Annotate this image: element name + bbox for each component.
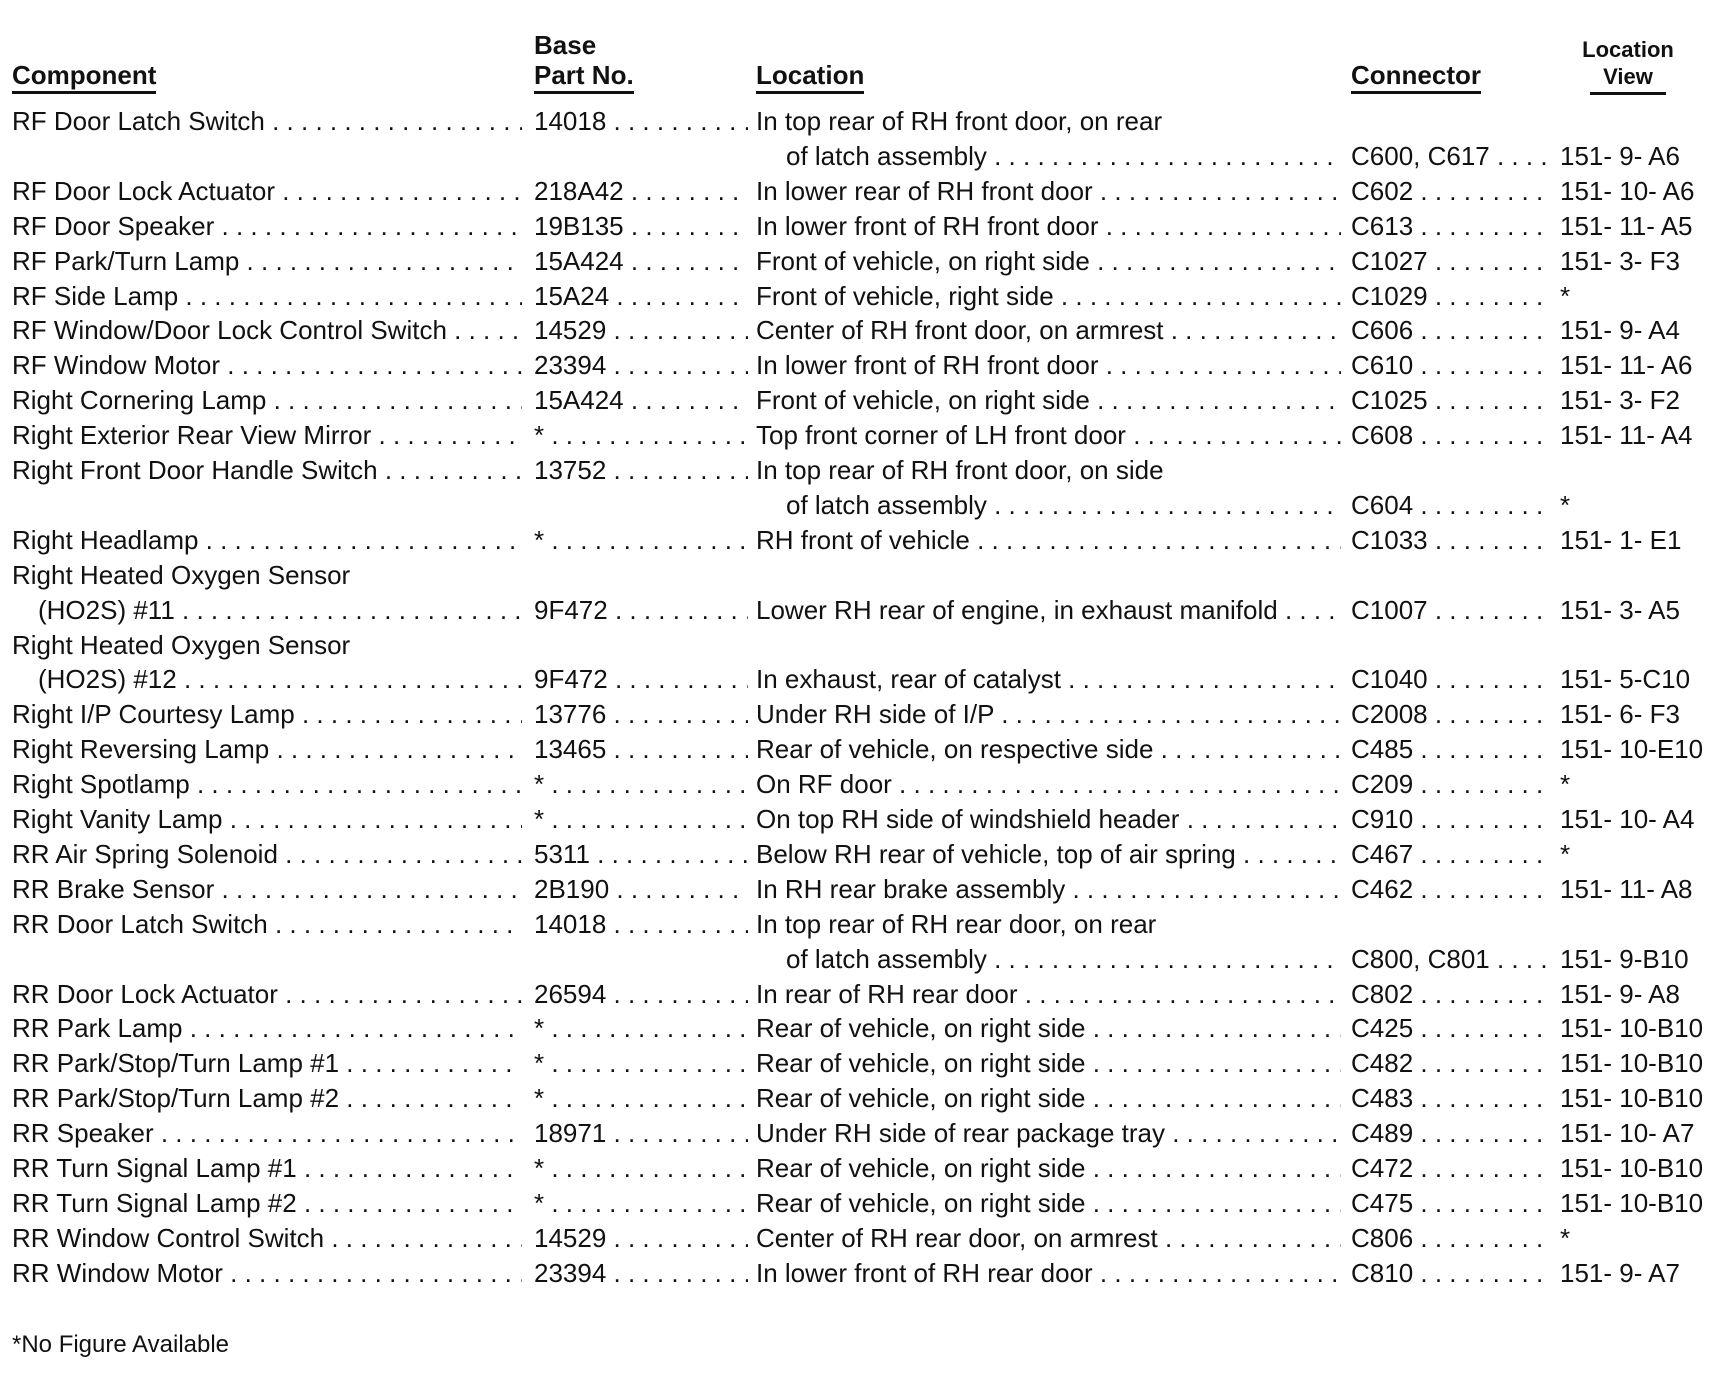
part-number-cell: 9F472 . . . xyxy=(534,593,748,627)
connector-cell: C802 . . . xyxy=(1351,977,1546,1011)
location-cell: Rear of vehicle, on right side . . . xyxy=(756,1011,1341,1045)
table-row xyxy=(0,453,1720,487)
part-number-cell: 13752 . . . xyxy=(534,453,748,487)
table-row xyxy=(0,977,1720,1011)
location-cell: Rear of vehicle, on right side . . . xyxy=(756,1186,1341,1220)
table-row xyxy=(0,1186,1720,1220)
location-cell xyxy=(756,558,1341,592)
location-view-cell: 151- 10-B10 xyxy=(1560,1048,1704,1079)
connector-cell: C472 . . . xyxy=(1351,1151,1546,1185)
component-cell: (HO2S) #11 . . . xyxy=(12,593,522,627)
location-cell: Front of vehicle, on right side . . . xyxy=(756,383,1341,417)
component-cell: RR Park/Stop/Turn Lamp #2 . . . xyxy=(12,1081,522,1115)
footnote: *No Figure Available xyxy=(12,1331,230,1358)
location-view-cell: 151- 10-B10 xyxy=(1560,1083,1704,1114)
connector-cell: C806 . . . xyxy=(1351,1221,1546,1255)
connector-cell: C613 . . . xyxy=(1351,209,1546,243)
part-number-cell: 14529 . . . xyxy=(534,1221,748,1255)
table-row xyxy=(0,558,1720,592)
table-row xyxy=(0,802,1720,836)
location-cell: In top rear of RH rear door, on rear xyxy=(756,908,1157,939)
table-row xyxy=(0,523,1720,557)
component-cell: Right Vanity Lamp . . . xyxy=(12,802,522,836)
part-number-cell xyxy=(534,139,748,173)
location-cell: In RH rear brake assembly . . . xyxy=(756,872,1341,906)
connector-cell xyxy=(1351,628,1546,662)
table-row xyxy=(0,313,1720,347)
component-cell: RF Park/Turn Lamp . . . xyxy=(12,244,522,278)
table-row xyxy=(0,1221,1720,1255)
location-view-cell: 151- 9-B10 xyxy=(1560,943,1689,974)
component-cell: RR Window Control Switch . . . xyxy=(12,1221,522,1255)
location-view-cell xyxy=(1560,453,1720,487)
table-row xyxy=(0,1046,1720,1080)
header-part-top: Base xyxy=(534,30,597,60)
connector-cell: C209 . . . xyxy=(1351,767,1546,801)
header-view-bottom: View xyxy=(1590,63,1666,95)
table-row xyxy=(0,942,1720,976)
connector-cell: C800, C801 . . . xyxy=(1351,942,1546,976)
part-number-cell: 13776 . . . xyxy=(534,697,748,731)
component-cell: RR Door Lock Actuator . . . xyxy=(12,977,522,1011)
location-cell: RH front of vehicle . . . xyxy=(756,523,1341,557)
connector-cell: C462 . . . xyxy=(1351,872,1546,906)
table-row xyxy=(0,488,1720,522)
part-number-cell: * . . . xyxy=(534,418,748,452)
part-number-cell xyxy=(534,488,748,522)
location-view-cell: 151- 10-B10 xyxy=(1560,1187,1704,1218)
part-number-cell: 23394 . . . xyxy=(534,1256,748,1290)
location-view-cell: 151- 10-B10 xyxy=(1560,1013,1704,1044)
connector-cell: C1027 . . . xyxy=(1351,244,1546,278)
connector-cell: C1007 . . . xyxy=(1351,593,1546,627)
table-row xyxy=(0,837,1720,871)
part-number-cell: * . . . xyxy=(534,1081,748,1115)
table-row xyxy=(0,348,1720,382)
location-view-cell: * xyxy=(1560,838,1571,869)
part-number-cell: * . . . xyxy=(534,1186,748,1220)
table-row xyxy=(0,628,1720,662)
location-view-cell: 151- 10- A4 xyxy=(1560,804,1695,834)
location-cell: Front of vehicle, on right side . . . xyxy=(756,244,1341,278)
connector-cell: C1025 . . . xyxy=(1351,383,1546,417)
location-cell: Under RH side of I/P . . . xyxy=(756,697,1341,731)
component-cell: RF Side Lamp . . . xyxy=(12,279,522,313)
table-row xyxy=(0,1151,1720,1185)
header-connector: Connector xyxy=(1351,60,1481,94)
connector-cell xyxy=(1351,453,1546,487)
location-view-cell: 151- 10-E10 xyxy=(1560,734,1704,765)
component-cell: RR Window Motor . . . xyxy=(12,1256,522,1290)
location-view-cell: 151- 10- A6 xyxy=(1560,175,1695,206)
part-number-cell: 26594 . . . xyxy=(534,977,748,1011)
location-view-cell xyxy=(1560,907,1720,941)
table-row xyxy=(0,279,1720,313)
table-row xyxy=(0,209,1720,243)
location-cell: In lower front of RH front door . . . xyxy=(756,348,1341,382)
part-number-cell: 218A42 . . . xyxy=(534,174,748,208)
table-row xyxy=(0,1116,1720,1150)
table-row xyxy=(0,1011,1720,1045)
location-view-cell: 151- 10-B10 xyxy=(1560,1153,1704,1183)
table-row xyxy=(0,1256,1720,1290)
location-view-cell: 151- 11- A4 xyxy=(1560,420,1693,451)
connector-cell: C475 . . . xyxy=(1351,1186,1546,1220)
location-cell: Under RH side of rear package tray . . . xyxy=(756,1116,1341,1150)
component-cell: Right Spotlamp . . . xyxy=(12,767,522,801)
location-view-cell: 151- 6- F3 xyxy=(1560,699,1680,730)
connector-cell: C910 . . . xyxy=(1351,802,1546,836)
component-cell: Right Headlamp . . . xyxy=(12,523,522,557)
connector-cell: C489 . . . xyxy=(1351,1116,1546,1150)
connector-cell: C2008 . . . xyxy=(1351,697,1546,731)
part-number-cell: * . . . xyxy=(534,1011,748,1045)
part-number-cell: 14018 . . . xyxy=(534,907,748,941)
location-cell: Lower RH rear of engine, in exhaust manifold . . . xyxy=(756,593,1341,627)
part-number-cell: * . . . xyxy=(534,802,748,836)
connector-cell xyxy=(1351,558,1546,592)
part-number-cell xyxy=(534,558,748,592)
location-view-cell: 151- 9- A7 xyxy=(1560,1257,1680,1288)
table-row xyxy=(0,418,1720,452)
component-cell: RR Door Latch Switch . . . xyxy=(12,907,522,941)
part-number-cell: * . . . xyxy=(534,1046,748,1080)
component-cell: RR Air Spring Solenoid . . . xyxy=(12,837,522,871)
location-cell: Center of RH front door, on armrest . . . xyxy=(756,313,1341,347)
location-cell: Rear of vehicle, on right side . . . xyxy=(756,1151,1341,1185)
location-cell: Rear of vehicle, on right side . . . xyxy=(756,1046,1341,1080)
part-number-cell: * . . . xyxy=(534,1151,748,1185)
component-cell: RR Brake Sensor . . . xyxy=(12,872,522,906)
location-view-cell: * xyxy=(1560,489,1571,520)
location-cell: On RF door . . . xyxy=(756,767,1341,801)
location-cell: Top front corner of LH front door . . . xyxy=(756,418,1341,452)
location-cell: Below RH rear of vehicle, top of air spring . . . xyxy=(756,837,1341,871)
location-view-cell xyxy=(1560,558,1720,592)
component-cell: Right Front Door Handle Switch . . . xyxy=(12,453,522,487)
connector-cell: C602 . . . xyxy=(1351,174,1546,208)
component-cell: (HO2S) #12 . . . xyxy=(12,662,522,696)
location-cell: In lower rear of RH front door . . . xyxy=(756,174,1341,208)
component-cell: RF Window Motor . . . xyxy=(12,348,522,382)
location-view-cell xyxy=(1560,104,1720,138)
component-cell: Right Heated Oxygen Sensor xyxy=(12,629,351,660)
table-row xyxy=(0,174,1720,208)
connector-cell: C467 . . . xyxy=(1351,837,1546,871)
part-number-cell: * . . . xyxy=(534,767,748,801)
connector-cell: C1029 . . . xyxy=(1351,279,1546,313)
header-component: Component xyxy=(12,60,156,94)
part-number-cell: 18971 . . . xyxy=(534,1116,748,1150)
table-row xyxy=(0,872,1720,906)
part-number-cell: 15A424 . . . xyxy=(534,383,748,417)
table-row xyxy=(0,593,1720,627)
component-cell: RF Door Latch Switch . . . xyxy=(12,104,522,138)
location-view-cell: 151- 1- E1 xyxy=(1560,524,1682,555)
table-row xyxy=(0,662,1720,696)
connector-cell: C604 . . . xyxy=(1351,488,1546,522)
location-view-cell: 151- 3- F3 xyxy=(1560,245,1680,276)
component-cell: RF Door Lock Actuator . . . xyxy=(12,174,522,208)
table-row xyxy=(0,104,1720,138)
component-cell: Right Exterior Rear View Mirror . . . xyxy=(12,418,522,452)
part-number-cell: 14529 . . . xyxy=(534,313,748,347)
connector-cell: C610 . . . xyxy=(1351,348,1546,382)
component-cell: RF Window/Door Lock Control Switch . . . xyxy=(12,313,522,347)
location-cell: of latch assembly . . . xyxy=(756,942,1341,976)
part-number-cell: * . . . xyxy=(534,523,748,557)
location-view-cell: 151- 3- A5 xyxy=(1560,594,1680,625)
location-cell: In exhaust, rear of catalyst . . . xyxy=(756,662,1341,696)
table-row xyxy=(0,139,1720,173)
component-cell: Right Cornering Lamp . . . xyxy=(12,383,522,417)
location-view-cell: 151- 3- F2 xyxy=(1560,385,1680,416)
connector-cell xyxy=(1351,104,1546,138)
table-row xyxy=(0,767,1720,801)
component-cell xyxy=(12,942,522,976)
part-number-cell xyxy=(534,628,748,662)
component-cell xyxy=(12,488,522,522)
location-cell: Center of RH rear door, on armrest . . . xyxy=(756,1221,1341,1255)
location-cell: of latch assembly . . . xyxy=(756,139,1341,173)
location-cell: In rear of RH rear door . . . xyxy=(756,977,1341,1011)
part-number-cell: 15A424 . . . xyxy=(534,244,748,278)
component-cell: Right Heated Oxygen Sensor xyxy=(12,559,351,590)
component-cell xyxy=(12,139,522,173)
location-cell: In top rear of RH front door, on side xyxy=(756,455,1164,485)
connector-cell: C606 . . . xyxy=(1351,313,1546,347)
connector-cell: C483 . . . xyxy=(1351,1081,1546,1115)
connector-cell: C1033 . . . xyxy=(1351,523,1546,557)
location-cell: In lower front of RH front door . . . xyxy=(756,209,1341,243)
location-cell xyxy=(756,628,1341,662)
connector-cell: C485 . . . xyxy=(1351,732,1546,766)
connector-cell xyxy=(1351,907,1546,941)
location-view-cell: 151- 5-C10 xyxy=(1560,664,1691,695)
location-cell: of latch assembly . . . xyxy=(756,488,1341,522)
table-row xyxy=(0,907,1720,941)
location-view-cell: 151- 11- A6 xyxy=(1560,350,1693,381)
part-number-cell: 19B135 . . . xyxy=(534,209,748,243)
location-view-cell: 151- 9- A4 xyxy=(1560,315,1680,346)
location-view-cell: * xyxy=(1560,769,1571,800)
table-row xyxy=(0,697,1720,731)
table-row xyxy=(0,383,1720,417)
connector-cell: C608 . . . xyxy=(1351,418,1546,452)
part-number-cell xyxy=(534,942,748,976)
component-cell: RR Park Lamp . . . xyxy=(12,1011,522,1045)
table-row xyxy=(0,1081,1720,1115)
location-view-cell: 151- 9- A8 xyxy=(1560,978,1680,1009)
part-number-cell: 2B190 . . . xyxy=(534,872,748,906)
connector-cell: C1040 . . . xyxy=(1351,662,1546,696)
connector-cell: C810 . . . xyxy=(1351,1256,1546,1290)
part-number-cell: 23394 . . . xyxy=(534,348,748,382)
location-cell: On top RH side of windshield header . . . xyxy=(756,802,1341,836)
location-view-cell: * xyxy=(1560,1222,1571,1253)
header-part-bottom: Part No. xyxy=(534,60,634,94)
table-row xyxy=(0,732,1720,766)
component-cell: RF Door Speaker . . . xyxy=(12,209,522,243)
component-cell: RR Turn Signal Lamp #1 . . . xyxy=(12,1151,522,1185)
header-location: Location xyxy=(756,60,864,94)
location-view-cell: 151- 9- A6 xyxy=(1560,140,1680,171)
component-cell: RR Speaker . . . xyxy=(12,1116,522,1150)
table-row xyxy=(0,244,1720,278)
component-cell: Right Reversing Lamp . . . xyxy=(12,732,522,766)
location-view-cell: 151- 10- A7 xyxy=(1560,1118,1695,1149)
part-number-cell: 15A24 . . . xyxy=(534,279,748,313)
location-cell: In lower front of RH rear door . . . xyxy=(756,1256,1341,1290)
part-number-cell: 13465 . . . xyxy=(534,732,748,766)
location-cell: Rear of vehicle, on right side . . . xyxy=(756,1081,1341,1115)
location-view-cell: 151- 11- A8 xyxy=(1560,873,1693,904)
location-view-cell xyxy=(1560,628,1720,662)
part-number-cell: 9F472 . . . xyxy=(534,662,748,696)
location-cell: Rear of vehicle, on respective side . . . xyxy=(756,732,1341,766)
component-cell: RR Turn Signal Lamp #2 . . . xyxy=(12,1186,522,1220)
header-view-top: Location xyxy=(1582,37,1674,62)
connector-cell: C482 . . . xyxy=(1351,1046,1546,1080)
part-number-cell: 5311 . . . xyxy=(534,837,748,871)
component-cell: RR Park/Stop/Turn Lamp #1 . . . xyxy=(12,1046,522,1080)
part-number-cell: 14018 . . . xyxy=(534,104,748,138)
location-cell: Front of vehicle, right side . . . xyxy=(756,279,1341,313)
location-cell: In top rear of RH front door, on rear xyxy=(756,106,1163,136)
location-view-cell: * xyxy=(1560,280,1571,311)
location-view-cell: 151- 11- A5 xyxy=(1560,210,1693,241)
connector-cell: C425 . . . xyxy=(1351,1011,1546,1045)
connector-cell: C600, C617 . . . xyxy=(1351,139,1546,173)
component-cell: Right I/P Courtesy Lamp . . . xyxy=(12,697,522,731)
